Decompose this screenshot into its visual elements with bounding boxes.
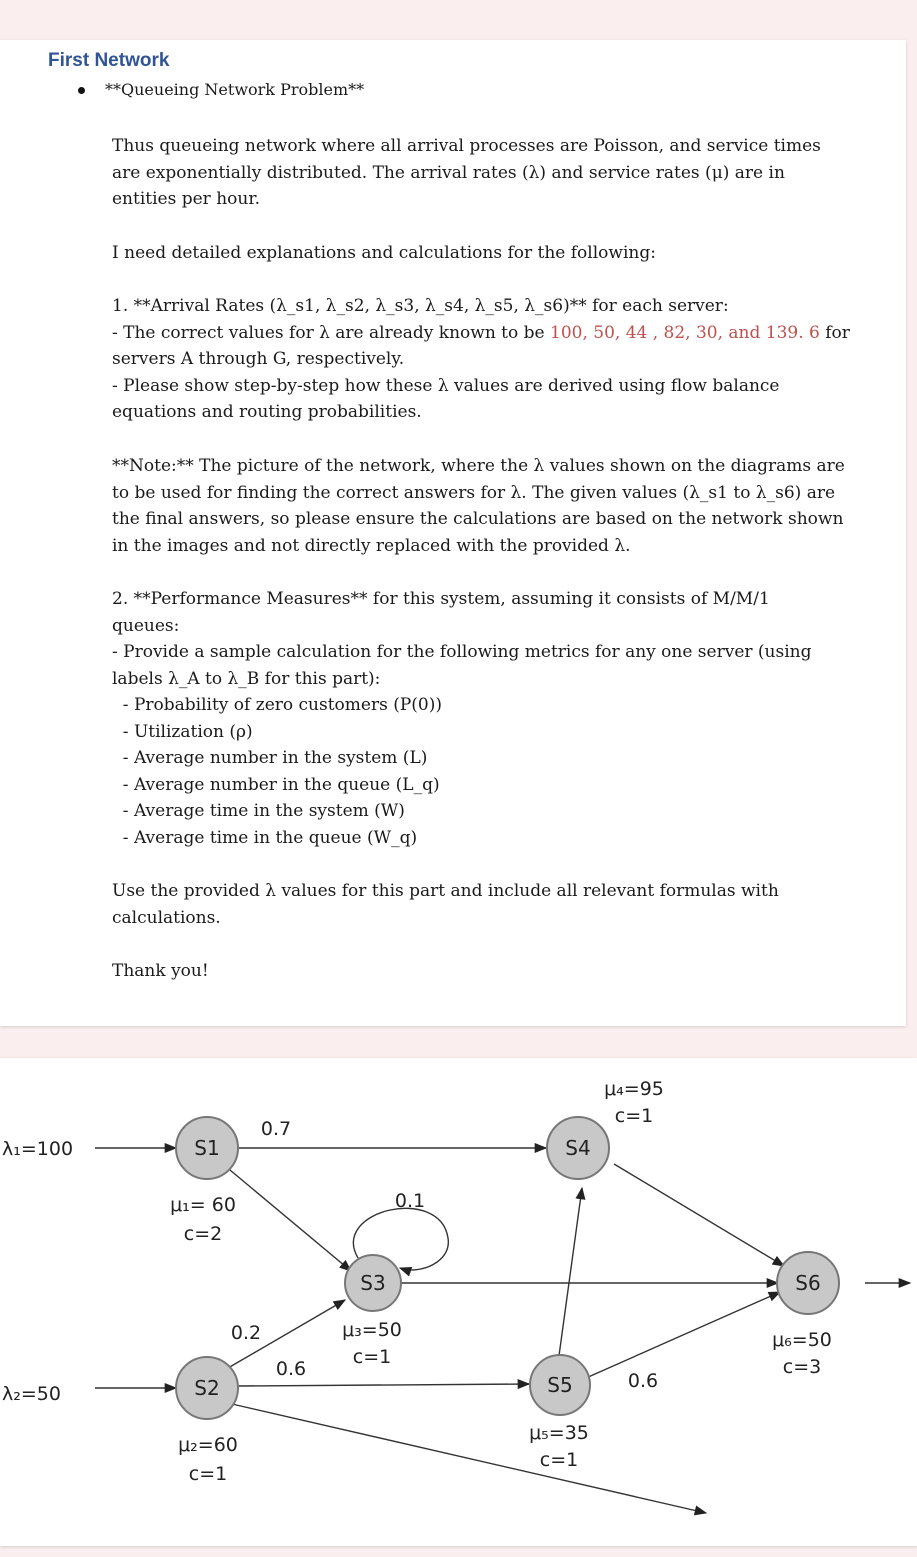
item1-text: - The correct values for λ are already known to be <box>112 322 550 343</box>
prob-s3-loop: 0.1 <box>394 1190 426 1212</box>
item1-text: servers A through G, respectively. <box>112 349 405 369</box>
s5-servers: c=1 <box>539 1449 579 1471</box>
s1-mu: μ₁= 60 <box>170 1194 236 1216</box>
intro-line: Thus queueing network where all arrival processes are Poisson, and service times <box>112 136 821 156</box>
note-line: to be used for finding the correct answers for λ. The given values (λ_s1 to λ_s6) are <box>112 482 836 503</box>
item2-line: queues: <box>112 615 180 636</box>
edge-s5-s6 <box>586 1292 780 1378</box>
diagram-panel <box>0 1058 917 1546</box>
edge-s2-s5 <box>238 1384 529 1386</box>
node-s2-label: S2 <box>194 1376 220 1400</box>
note-line: in the images and not directly replaced with the provided λ. <box>112 535 631 556</box>
metric-item: - Probability of zero customers (P(0)) <box>112 695 442 715</box>
intro-line: entities per hour. <box>112 189 261 209</box>
s2-servers: c=1 <box>188 1463 228 1485</box>
item1-text: equations and routing probabilities. <box>112 402 422 422</box>
note-line: the final answers, so please ensure the calculations are based on the network shown <box>112 509 844 529</box>
s2-mu: μ₂=60 <box>178 1434 238 1456</box>
node-s5-label: S5 <box>547 1373 573 1397</box>
item1-text: - Please show step-by-step how these λ values are derived using flow balance <box>112 375 780 396</box>
edge-s4-s6 <box>614 1164 784 1266</box>
bullet-item <box>78 80 364 99</box>
prob-s1-s4: 0.7 <box>260 1118 292 1140</box>
s4-mu: μ₄=95 <box>604 1078 664 1100</box>
item2-line: 2. **Performance Measures** for this system, assuming it consists of M/M/1 <box>112 589 770 609</box>
arrival-rates-item <box>112 293 852 426</box>
s3-mu: μ₃=50 <box>342 1319 402 1341</box>
node-s4-label: S4 <box>565 1136 591 1160</box>
node-s6-label: S6 <box>795 1271 821 1295</box>
metric-item: - Average number in the system (L) <box>112 748 428 768</box>
metric-item: - Average time in the system (W) <box>112 801 405 821</box>
thanks-line: Thank you! <box>112 961 209 981</box>
known-lambda-values: 100, 50, 44 , 82, 30, and 139. 6 <box>550 322 820 343</box>
s3-servers: c=1 <box>352 1346 392 1368</box>
note-line: **Note:** The picture of the network, where the λ values shown on the diagrams are <box>112 456 845 476</box>
s4-servers: c=1 <box>614 1105 654 1127</box>
s6-servers: c=3 <box>782 1356 822 1378</box>
section-heading: First Network <box>48 50 170 71</box>
prob-s2-s5: 0.6 <box>275 1358 307 1380</box>
s6-mu: μ₆=50 <box>772 1329 832 1351</box>
prob-s2-s3: 0.2 <box>230 1322 262 1344</box>
intro-paragraph <box>112 133 832 213</box>
metric-item: - Utilization (ρ) <box>112 721 253 742</box>
edge-s2-exit <box>232 1404 706 1513</box>
item1-text: for <box>819 322 850 343</box>
metric-item: - Average number in the queue (L_q) <box>112 774 440 795</box>
edge-s1-s3 <box>230 1170 351 1271</box>
node-s3-label: S3 <box>360 1271 386 1295</box>
metric-item: - Average time in the queue (W_q) <box>112 827 418 848</box>
arrival-label-2: λ₂=50 <box>2 1383 61 1405</box>
node-s1-label: S1 <box>194 1136 220 1160</box>
item2-line: - Provide a sample calculation for the following metrics for any one server (using <box>112 642 812 662</box>
use-paragraph <box>112 878 832 931</box>
performance-item <box>112 586 852 851</box>
intro-line: are exponentially distributed. The arrival rates (λ) and service rates (μ) are in <box>112 162 785 183</box>
bullet-dot-icon <box>78 87 85 94</box>
bullet-text: **Queueing Network Problem** <box>105 80 365 99</box>
item1-title: 1. **Arrival Rates (λ_s1, λ_s2, λ_s3, λ_s4, λ_s5, λ_s6)** for each server: <box>112 296 729 316</box>
prob-s5-s6: 0.6 <box>627 1370 659 1392</box>
item2-line: labels λ_A to λ_B for this part): <box>112 668 381 689</box>
network-diagram <box>0 1058 917 1546</box>
s5-mu: μ₅=35 <box>529 1422 589 1444</box>
use-line: calculations. <box>112 907 221 928</box>
note-paragraph <box>112 453 852 559</box>
s1-servers: c=2 <box>183 1223 223 1245</box>
use-line: Use the provided λ values for this part and include all relevant formulas with <box>112 881 779 901</box>
edge-s5-s4 <box>558 1188 582 1363</box>
arrival-label-1: λ₁=100 <box>2 1138 74 1160</box>
request-line: I need detailed explanations and calculations for the following: <box>112 243 656 263</box>
